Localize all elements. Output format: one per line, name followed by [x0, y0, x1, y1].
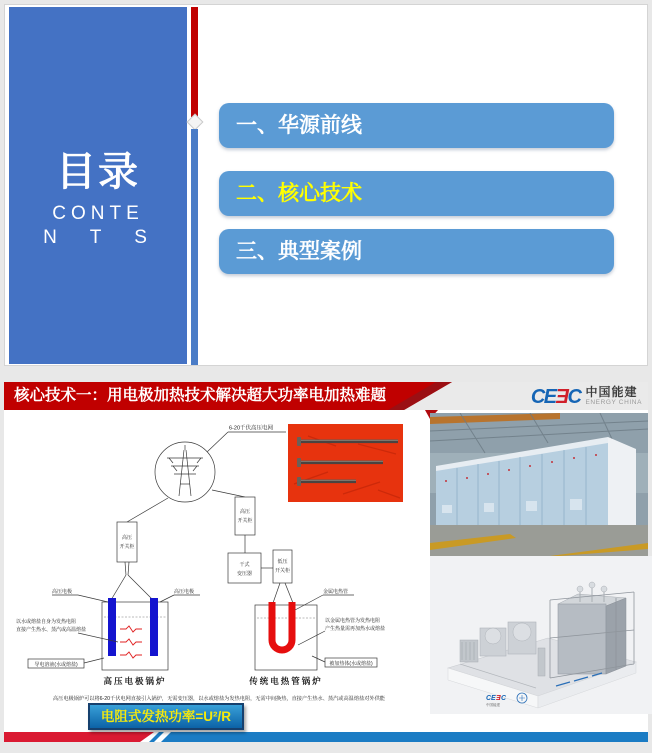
svg-text:以水或熔盐自身为发热电阻: 以水或熔盐自身为发热电阻: [16, 619, 77, 625]
logo-en-name: ENERGY CHINA: [585, 399, 642, 406]
toc-heading: [9, 150, 187, 249]
svg-text:开关柜: 开关柜: [119, 544, 135, 550]
svg-text:低压: 低压: [277, 559, 288, 565]
divider-diamond: [187, 114, 204, 131]
divider-bar-red: [191, 7, 198, 117]
svg-text:Ǝ: Ǝ: [496, 695, 501, 702]
core-tech-slide: [4, 382, 648, 742]
diagram-bottom-note: 高压电极锅炉可以将6-20千伏电网直接引入锅炉，无需变压器，以水或熔盐为发热电阻，无需中间换热，直接产生热水、蒸汽或高温熔盐对外供能: [52, 696, 386, 702]
svg-text:高压电极锅炉: 高压电极锅炉: [103, 676, 167, 686]
svg-text:干式: 干式: [239, 562, 250, 568]
toc-item-typical-cases[interactable]: [219, 229, 614, 274]
toc-item-label: 三、典型案例: [236, 240, 362, 263]
svg-text:开关柜: 开关柜: [274, 568, 291, 574]
boiler-3d-model: [430, 556, 652, 714]
divider-bar-blue: [191, 129, 198, 365]
toc-item-huayuan-frontline[interactable]: [219, 103, 614, 148]
left-branch: [111, 498, 168, 600]
svg-text:C: C: [501, 695, 507, 702]
toc-item-label: 一、华源前线: [236, 114, 362, 137]
toc-subtitle-line2: N T S: [43, 227, 161, 248]
toc-item-label: 二、核心技术: [236, 182, 362, 205]
cabinet-lineup-photo: [430, 413, 648, 556]
svg-text:CE: CE: [486, 695, 496, 702]
svg-text:高压: 高压: [239, 509, 251, 515]
resistance-power-formula: 电阻式发热功率=U²/R: [88, 703, 244, 730]
toc-item-list: [219, 5, 618, 365]
svg-text:金属电热管: 金属电热管: [323, 589, 349, 595]
power-grid-tower-icon: [155, 442, 215, 502]
right-branch: [212, 490, 293, 603]
svg-text:6-20千伏高压电网: 6-20千伏高压电网: [229, 425, 274, 432]
toc-panel: [9, 7, 187, 364]
svg-text:传统电热管锅炉: 传统电热管锅炉: [249, 676, 323, 686]
svg-text:被加热体(水或熔盐): 被加热体(水或熔盐): [329, 660, 373, 667]
svg-text:变压器: 变压器: [236, 571, 253, 577]
grid-voltage-label: [207, 424, 286, 453]
svg-text:直接产生热水、蒸汽或高温熔盐: 直接产生热水、蒸汽或高温熔盐: [16, 627, 87, 633]
svg-text:开关柜: 开关柜: [237, 518, 253, 524]
toc-subtitle-line1: CONTE: [52, 203, 144, 224]
ceec-logo-text: [585, 386, 642, 407]
ceec-logo-letters: CEƎC: [530, 385, 581, 408]
svg-text:高压: 高压: [121, 535, 133, 541]
svg-text:中国能建: 中国能建: [486, 703, 500, 707]
logo-cn-name: 中国能建: [585, 385, 638, 399]
toc-item-core-technology[interactable]: [219, 171, 614, 216]
svg-text:高压电极: 高压电极: [174, 589, 195, 595]
toc-title: 目录: [56, 150, 140, 194]
heating-tube-boiler-diagram: [248, 588, 385, 686]
svg-text:导电溶液(水或熔盐): 导电溶液(水或熔盐): [34, 661, 78, 668]
electrode-boiler-diagram: [16, 588, 200, 686]
svg-text:高压电极: 高压电极: [52, 589, 73, 595]
toc-slide: [4, 4, 648, 366]
slide-title: 核心技术一：用电极加热技术解决超大功率电加热难题: [14, 387, 387, 404]
electrode-rods-photo: [288, 424, 420, 506]
ceec-logo: [531, 384, 642, 409]
footer-stripe: [4, 732, 648, 742]
svg-text:产生热量需再加热水或熔盐: 产生热量需再加热水或熔盐: [325, 626, 386, 632]
svg-text:以金属电热管为发热电阻: 以金属电热管为发热电阻: [325, 618, 381, 624]
